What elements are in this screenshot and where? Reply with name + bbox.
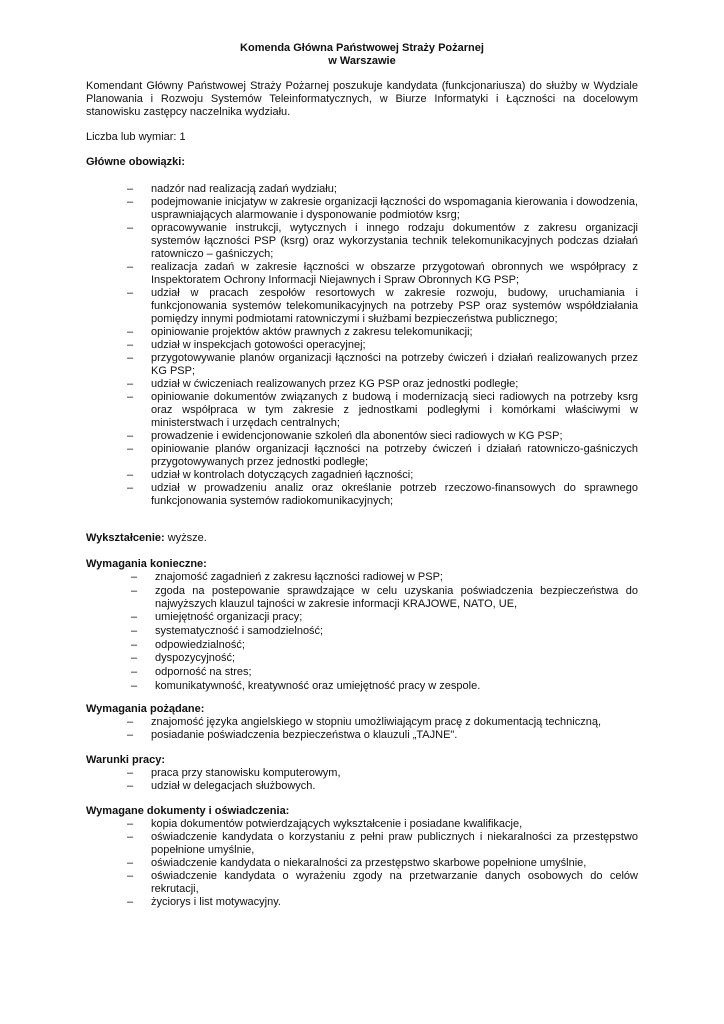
list-item (127, 469, 638, 482)
header-title: Komenda Główna Państwowej Straży Pożarnej (240, 42, 484, 54)
list-item (127, 287, 638, 326)
dash-bullet: – (127, 378, 134, 390)
dash-bullet: – (127, 222, 134, 234)
list-item (127, 222, 638, 261)
dash-bullet: – (127, 196, 134, 208)
list-item-text: życiorys i list motywacyjny. (151, 896, 281, 908)
position-count: Liczba lub wymiar: 1 (86, 131, 186, 143)
list-item-text: odporność na stres; (155, 666, 252, 679)
list-item-text: realizacja zadań w zakresie łączności w obszarze przygotowań obronnych we współpracy z Inspektoratem Ochrony Informacji Niejawnych i Spraw Obronnych KG PSP; (151, 261, 638, 286)
list-item (127, 896, 638, 909)
list-item-text: udział w prowadzeniu analiz oraz określanie potrzeb rzeczowo-finansowych do sprawnego funkcjonowania systemów radiokomunikacyjnych; (151, 482, 638, 507)
dash-bullet: – (127, 831, 134, 843)
required-list (131, 571, 638, 694)
list-item (127, 352, 638, 378)
education-line (86, 532, 207, 545)
education-label: Wykształcenie: (86, 532, 165, 544)
list-item-text: odpowiedzialność; (155, 638, 245, 651)
list-item (127, 780, 638, 793)
list-item-text: udział w inspekcjach gotowości operacyjnej; (151, 339, 366, 351)
education-value: wyższe. (164, 532, 207, 544)
dash-bullet: – (127, 326, 134, 338)
dash-bullet: – (127, 443, 134, 455)
list-item-text: prowadzenie i ewidencjonowanie szkoleń dla abonentów sieci radiowych w KG PSP; (151, 430, 563, 442)
list-item (131, 625, 638, 638)
list-item-text: systematyczność i samodzielność; (155, 625, 324, 638)
list-item-text: udział w ćwiczeniach realizowanych przez KG PSP oraz jednostki podległe; (151, 378, 519, 390)
intro-paragraph: Komendant Główny Państwowej Straży Pożarnej poszukuje kandydata (funkcjonariusza) do służby w Wydziale Planowania i Rozwoju Systemów Teleinformatycznych, w Biurze Informatyki i Łączności na docelowym stanowisku zastępcy naczelnika wydziału. (86, 80, 638, 118)
dash-bullet: – (127, 391, 134, 403)
list-item-text: oświadczenie kandydata o wyrażeniu zgody na przetwarzanie danych osobowych do celów rekrutacji, (151, 870, 638, 895)
dash-bullet: – (127, 896, 134, 908)
list-item-text: praca przy stanowisku komputerowym, (151, 767, 341, 779)
dash-bullet: – (131, 652, 138, 665)
list-item (127, 183, 638, 196)
list-item-text: nadzór nad realizacją zadań wydziału; (151, 183, 337, 195)
dash-bullet: – (127, 287, 134, 299)
dash-bullet: – (127, 430, 134, 442)
list-item-text: zgoda na postepowanie sprawdzające w celu uzyskania poświadczenia bezpieczeństwa do najwyższych klauzul tajności w zakresie informacji KRAJOWE, NATO, UE, (155, 584, 638, 610)
list-item (127, 378, 638, 391)
list-item (127, 818, 638, 831)
list-item-text: kopia dokumentów potwierdzających wykształcenie i posiadane kwalifikacje, (151, 818, 523, 830)
list-item (127, 716, 638, 729)
list-item-text: posiadanie poświadczenia bezpieczeństwa o klauzuli „TAJNE". (151, 729, 458, 741)
list-item-text: znajomość zagadnień z zakresu łączności radiowej w PSP; (155, 571, 443, 583)
dash-bullet: – (127, 482, 134, 494)
dash-bullet: – (127, 183, 134, 195)
list-item (127, 482, 638, 508)
preferred-list (127, 716, 638, 742)
documents-heading: Wymagane dokumenty i oświadczenia: (86, 805, 290, 817)
list-item-text: przygotowywanie planów organizacji łączności na potrzeby ćwiczeń i działań realizowanych przez KG PSP; (151, 352, 638, 377)
list-item (131, 638, 638, 652)
list-item (127, 767, 638, 780)
list-item-text: opiniowanie dokumentów związanych z budową i modernizacją sieci radiowych na potrzeby ksrg oraz współpraca w tym zakresie z jednostkami podległymi i komórkami właściwymi w ministerstwach i urzędach centralnych; (151, 391, 638, 429)
list-item (127, 339, 638, 352)
list-item (127, 870, 638, 896)
conditions-heading: Warunki pracy: (86, 754, 166, 766)
dash-bullet: – (131, 638, 138, 651)
list-item (131, 611, 638, 624)
conditions-list (127, 767, 638, 793)
list-item-text: oświadczenie kandydata o korzystaniu z pełni praw publicznych i niekaralności za przestępstwo popełnione umyślnie, (151, 831, 638, 856)
dash-bullet: – (127, 352, 134, 364)
dash-bullet: – (127, 767, 134, 779)
list-item-text: udział w pracach zespołów resortowych w zakresie rozwoju, budowy, uruchamiania i funkcjonowania systemów telekomunikacyjnych na potrzeby PSP oraz systemów współdziałania pomiędzy innymi podmiotami ratowniczymi i służbami bezpieczeństwa publicznego; (151, 287, 638, 325)
dash-bullet: – (127, 339, 134, 351)
list-item-text: dyspozycyjność; (155, 652, 236, 665)
documents-list (127, 818, 638, 909)
preferred-heading: Wymagania pożądane: (86, 703, 205, 715)
header-subtitle: w Warszawie (328, 55, 396, 67)
list-item-text: udział w kontrolach dotyczących zagadnień łączności; (151, 469, 414, 481)
dash-bullet: – (131, 571, 138, 583)
list-item-text: opiniowanie planów organizacji łączności na potrzeby ćwiczeń i działań ratowniczo-gaśniczych przygotowywanych przez jednostki podległe; (151, 443, 638, 468)
duties-heading: Główne obowiązki: (86, 156, 186, 168)
dash-bullet: – (131, 666, 138, 679)
dash-bullet: – (127, 469, 134, 481)
list-item (127, 196, 638, 222)
dash-bullet: – (131, 611, 138, 624)
dash-bullet: – (127, 716, 134, 728)
list-item-text: opiniowanie projektów aktów prawnych z zakresu telekomunikacji; (151, 326, 473, 338)
dash-bullet: – (127, 729, 134, 741)
list-item-text: komunikatywność, kreatywność oraz umiejętność pracy w zespole. (155, 679, 481, 692)
dash-bullet: – (127, 857, 134, 869)
dash-bullet: – (127, 261, 134, 273)
dash-bullet: – (127, 870, 134, 882)
list-item-text: udział w delegacjach służbowych. (151, 780, 316, 792)
list-item (131, 652, 638, 665)
duties-list (127, 183, 638, 508)
dash-bullet: – (131, 625, 138, 638)
required-heading: Wymagania konieczne: (86, 558, 207, 570)
list-item (131, 584, 638, 611)
list-item (127, 729, 638, 742)
list-item (127, 443, 638, 469)
dash-bullet: – (131, 584, 138, 597)
list-item (127, 831, 638, 857)
dash-bullet: – (127, 818, 134, 830)
list-item (131, 666, 638, 679)
list-item-text: znajomość języka angielskiego w stopniu umożliwiającym pracę z dokumentacją techniczną, (151, 716, 601, 728)
list-item (131, 571, 638, 584)
list-item (131, 679, 638, 693)
list-item-text: opracowywanie instrukcji, wytycznych i innego rodzaju dokumentów z zakresu organizacji systemów łączności PSP (ksrg) oraz wykorzystania technik telekomunikacyjnych podczas działań ratowniczo – gaśniczych; (151, 222, 638, 260)
list-item (127, 430, 638, 443)
list-item (127, 326, 638, 339)
list-item-text: umiejętność organizacji pracy; (155, 611, 303, 624)
list-item-text: podejmowanie inicjatyw w zakresie organizacji łączności do wspomagania kierowania i dowodzenia, usprawniających alarmowanie i dysponowanie podmiotów ksrg; (151, 196, 638, 221)
dash-bullet: – (131, 679, 138, 692)
list-item-text: oświadczenie kandydata o niekaralności za przestępstwo skarbowe popełnione umyślnie, (151, 857, 587, 869)
dash-bullet: – (127, 780, 134, 792)
list-item (127, 391, 638, 430)
list-item (127, 261, 638, 287)
list-item (127, 857, 638, 870)
